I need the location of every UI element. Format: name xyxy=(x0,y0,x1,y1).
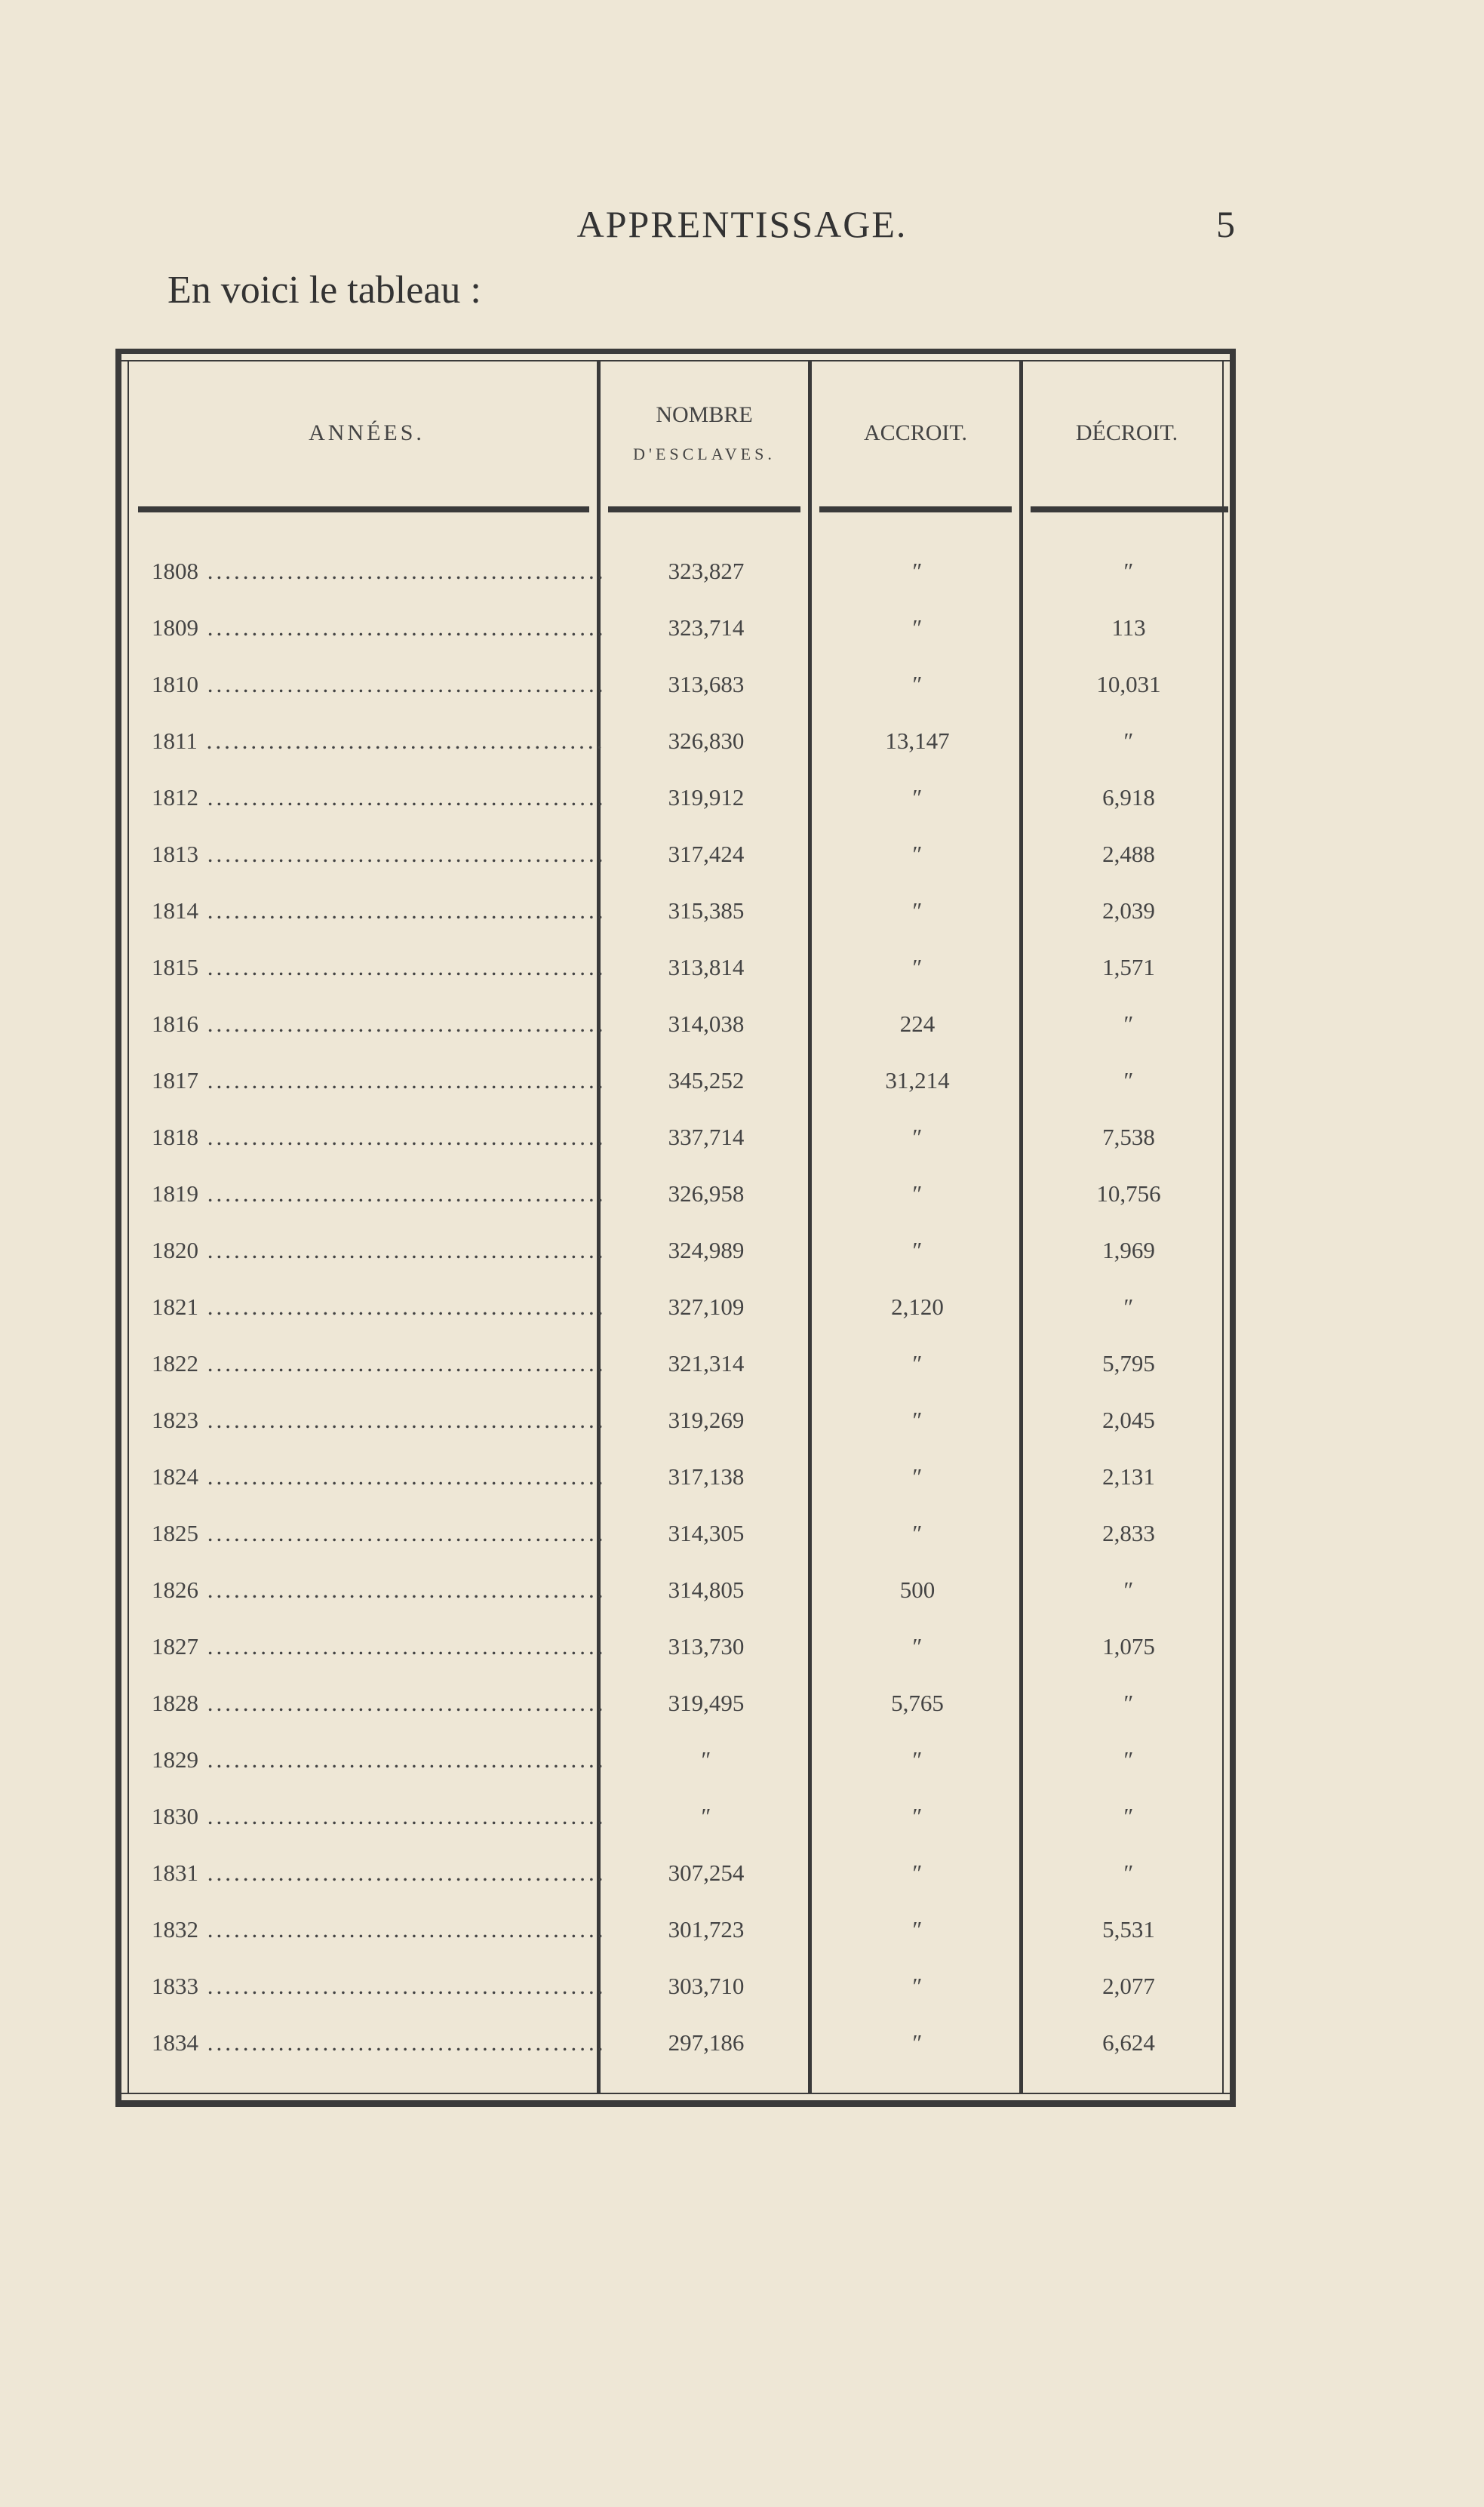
row-nombre: 314,305 xyxy=(668,1520,745,1546)
row-year: 1831 ..... xyxy=(152,1844,604,1901)
row-accroit: ″ xyxy=(912,1916,923,1943)
row-decroit: 6,918 xyxy=(1102,784,1155,811)
table-inner-rule xyxy=(121,360,1230,361)
row-decroit: 10,756 xyxy=(1096,1180,1161,1207)
row-nombre: 326,830 xyxy=(668,727,745,754)
row-nombre: 313,683 xyxy=(668,671,745,697)
row-nombre: 314,038 xyxy=(668,1010,745,1037)
table-row xyxy=(121,939,1230,995)
row-accroit: ″ xyxy=(912,1859,923,1886)
table-row xyxy=(121,656,1230,712)
row-year: 1833 ..... xyxy=(152,1958,604,2014)
row-nombre: 327,109 xyxy=(668,1293,745,1320)
header-annees xyxy=(137,377,597,490)
row-nombre: 307,254 xyxy=(668,1859,745,1886)
row-year: 1813 ..... xyxy=(152,826,604,882)
row-accroit: ″ xyxy=(912,1350,923,1377)
row-year: 1809 ..... xyxy=(152,599,604,656)
row-nombre: 314,805 xyxy=(668,1576,745,1603)
header-nombre-sub: D'ESCLAVES. xyxy=(633,444,776,463)
row-year: 1834 ..... xyxy=(152,2014,604,2071)
table-row xyxy=(121,2014,1230,2071)
row-year: 1814 ..... xyxy=(152,882,604,939)
row-accroit: 13,147 xyxy=(885,727,950,754)
row-nombre: 345,252 xyxy=(668,1067,745,1094)
row-nombre: 303,710 xyxy=(668,1973,745,1999)
row-decroit: ″ xyxy=(1123,558,1134,584)
intro-text: En voici le tableau : xyxy=(167,269,481,312)
row-nombre: 313,730 xyxy=(668,1633,745,1660)
header-nombre xyxy=(601,377,808,490)
table-row xyxy=(121,1278,1230,1335)
row-decroit: 6,624 xyxy=(1102,2029,1155,2056)
header-accroit xyxy=(812,377,1019,490)
row-decroit: ″ xyxy=(1123,1690,1134,1716)
row-accroit: 31,214 xyxy=(885,1067,950,1094)
row-decroit: 1,571 xyxy=(1102,954,1155,980)
table-row xyxy=(121,1958,1230,2014)
table-row xyxy=(121,882,1230,939)
row-decroit: 2,131 xyxy=(1102,1463,1155,1490)
table-row xyxy=(121,1731,1230,1788)
row-year: 1811 ..... xyxy=(152,712,604,769)
table-row xyxy=(121,1052,1230,1109)
row-accroit: ″ xyxy=(912,614,923,641)
row-accroit: ″ xyxy=(912,1180,923,1207)
table-row xyxy=(121,1222,1230,1278)
row-year: 1817 ..... xyxy=(152,1052,604,1109)
row-decroit: ″ xyxy=(1123,727,1134,754)
row-accroit: ″ xyxy=(912,897,923,924)
row-decroit: 2,077 xyxy=(1102,1973,1155,1999)
row-accroit: ″ xyxy=(912,784,923,811)
row-nombre: 326,958 xyxy=(668,1180,745,1207)
row-year: 1819 ..... xyxy=(152,1165,604,1222)
row-decroit: 7,538 xyxy=(1102,1124,1155,1150)
row-year: 1829 ..... xyxy=(152,1731,604,1788)
row-year: 1830 ..... xyxy=(152,1788,604,1844)
row-accroit: ″ xyxy=(912,558,923,584)
row-accroit: ″ xyxy=(912,1746,923,1773)
row-nombre: 323,827 xyxy=(668,558,745,584)
row-accroit: ″ xyxy=(912,1803,923,1829)
row-year: 1810 ..... xyxy=(152,656,604,712)
row-year: 1825 ..... xyxy=(152,1505,604,1561)
row-accroit: ″ xyxy=(912,1124,923,1150)
row-accroit: ″ xyxy=(912,1407,923,1433)
row-nombre: 301,723 xyxy=(668,1916,745,1943)
row-nombre: 319,269 xyxy=(668,1407,745,1433)
row-decroit: 2,833 xyxy=(1102,1520,1155,1546)
row-nombre: 313,814 xyxy=(668,954,745,980)
row-year: 1824 ..... xyxy=(152,1448,604,1505)
row-nombre: 319,912 xyxy=(668,784,745,811)
table-inner-rule xyxy=(121,2093,1230,2094)
header-rule xyxy=(138,506,589,512)
table-row xyxy=(121,1675,1230,1731)
table-row xyxy=(121,1561,1230,1618)
row-nombre: 319,495 xyxy=(668,1690,745,1716)
row-decroit: 2,488 xyxy=(1102,841,1155,867)
row-decroit: ″ xyxy=(1123,1576,1134,1603)
row-accroit: 500 xyxy=(899,1576,936,1603)
row-accroit: 2,120 xyxy=(891,1293,944,1320)
row-year: 1820 ..... xyxy=(152,1222,604,1278)
table-row xyxy=(121,1618,1230,1675)
row-year: 1828 ..... xyxy=(152,1675,604,1731)
row-decroit: ″ xyxy=(1123,1859,1134,1886)
row-year: 1826 ..... xyxy=(152,1561,604,1618)
table-row xyxy=(121,1448,1230,1505)
row-year: 1818 ..... xyxy=(152,1109,604,1165)
table-row xyxy=(121,769,1230,826)
row-nombre: ″ xyxy=(701,1803,711,1829)
row-accroit: ″ xyxy=(912,1463,923,1490)
row-decroit: 2,045 xyxy=(1102,1407,1155,1433)
header-rule xyxy=(608,506,800,512)
header-nombre-label: NOMBRE xyxy=(656,402,753,427)
row-decroit: 2,039 xyxy=(1102,897,1155,924)
row-year: 1832 ..... xyxy=(152,1901,604,1958)
row-year: 1816 ..... xyxy=(152,995,604,1052)
table-row xyxy=(121,1392,1230,1448)
row-nombre: 297,186 xyxy=(668,2029,745,2056)
row-decroit: ″ xyxy=(1123,1293,1134,1320)
row-nombre: 315,385 xyxy=(668,897,745,924)
table-row xyxy=(121,1165,1230,1222)
row-nombre: 323,714 xyxy=(668,614,745,641)
table-row xyxy=(121,995,1230,1052)
row-nombre: 317,138 xyxy=(668,1463,745,1490)
header-rule xyxy=(1031,506,1228,512)
table-row xyxy=(121,1335,1230,1392)
row-year: 1815 ..... xyxy=(152,939,604,995)
row-nombre: 321,314 xyxy=(668,1350,745,1377)
row-decroit: ″ xyxy=(1123,1010,1134,1037)
table-row xyxy=(121,1109,1230,1165)
row-accroit: ″ xyxy=(912,1237,923,1263)
row-accroit: ″ xyxy=(912,1633,923,1660)
header-annees-label: ANNÉES. xyxy=(309,420,425,445)
row-year: 1823 ..... xyxy=(152,1392,604,1448)
header-decroit-label: DÉCROIT. xyxy=(1075,420,1178,445)
row-accroit: ″ xyxy=(912,671,923,697)
row-year: 1808 ..... xyxy=(152,543,604,599)
table-row xyxy=(121,712,1230,769)
row-decroit: 5,795 xyxy=(1102,1350,1155,1377)
table-row xyxy=(121,1844,1230,1901)
table-row xyxy=(121,599,1230,656)
page-number: 5 xyxy=(1216,203,1235,245)
row-decroit: 113 xyxy=(1111,614,1146,641)
row-decroit: 1,075 xyxy=(1102,1633,1155,1660)
row-nombre: ″ xyxy=(701,1746,711,1773)
table-row xyxy=(121,543,1230,599)
row-decroit: ″ xyxy=(1123,1803,1134,1829)
row-decroit: ″ xyxy=(1123,1746,1134,1773)
table-row xyxy=(121,826,1230,882)
header-decroit xyxy=(1023,377,1231,490)
row-accroit: 224 xyxy=(899,1010,936,1037)
row-accroit: ″ xyxy=(912,1520,923,1546)
header-rule xyxy=(819,506,1012,512)
row-nombre: 317,424 xyxy=(668,841,745,867)
row-accroit: 5,765 xyxy=(891,1690,944,1716)
row-year: 1821 ..... xyxy=(152,1278,604,1335)
row-year: 1822 ..... xyxy=(152,1335,604,1392)
row-decroit: ″ xyxy=(1123,1067,1134,1094)
row-year: 1827 ..... xyxy=(152,1618,604,1675)
row-accroit: ″ xyxy=(912,2029,923,2056)
row-accroit: ″ xyxy=(912,841,923,867)
row-nombre: 324,989 xyxy=(668,1237,745,1263)
table-row xyxy=(121,1505,1230,1561)
row-decroit: 1,969 xyxy=(1102,1237,1155,1263)
row-accroit: ″ xyxy=(912,954,923,980)
table-row xyxy=(121,1788,1230,1844)
row-nombre: 337,714 xyxy=(668,1124,745,1150)
table-row xyxy=(121,1901,1230,1958)
header-accroit-label: ACCROIT. xyxy=(864,420,967,445)
slave-population-table xyxy=(115,349,1236,2107)
row-year: 1812 ..... xyxy=(152,769,604,826)
row-decroit: 5,531 xyxy=(1102,1916,1155,1943)
running-title: APPRENTISSAGE. xyxy=(576,203,908,245)
row-decroit: 10,031 xyxy=(1096,671,1161,697)
row-accroit: ″ xyxy=(912,1973,923,1999)
